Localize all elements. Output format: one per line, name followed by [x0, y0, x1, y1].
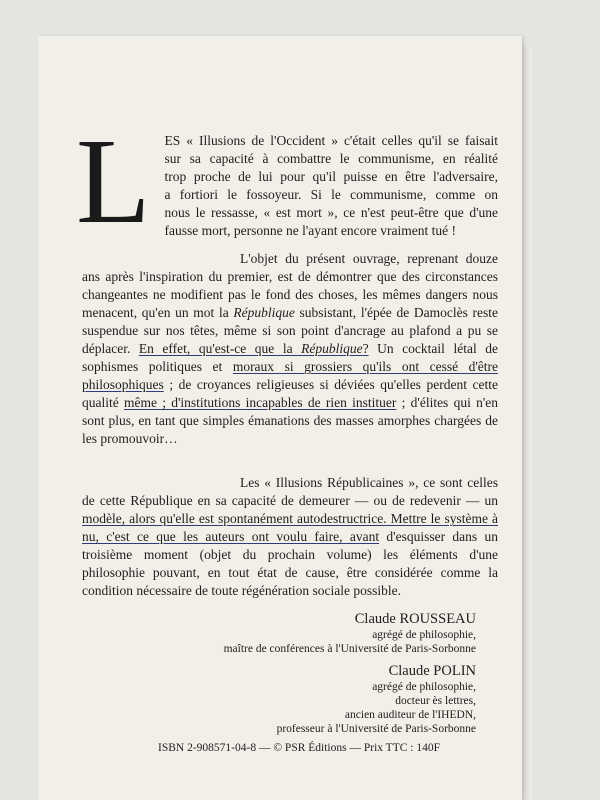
body-paragraph-2: [82, 250, 498, 448]
author-name: Claude ROUSSEAU: [354, 611, 476, 627]
author-title: agrégé de philosophie,: [372, 681, 476, 693]
text-run: Un cocktail létal de sophismes politiques et: [82, 341, 498, 374]
intro-line: fausse mort, personne ne l'ayant encore vraiment tué !: [164, 223, 456, 238]
book-spine-edge: [522, 44, 532, 800]
underlined-run: modèle, alors qu'elle est spontanément autodestructrice. Mettre le système à nu, c'est ce que les auteurs ont voulu faire, avant: [82, 511, 498, 544]
author-title: maître de conférences à l'Université de Paris-Sorbonne: [223, 643, 476, 655]
text-run: Les « Illusions Républicaines », ce sont celles de cette République en sa capacité de demeurer — ou de redevenir — un: [82, 475, 498, 508]
author-title: professeur à l'Université de Paris-Sorbonne: [276, 723, 476, 735]
text-run: ; d'élites qui n'en sont plus, en tant que simples émanations des masses amorphes chargées de les promouvoir…: [82, 395, 498, 446]
text-run: d'esquisser dans un troisième moment (objet du prochain volume) les éléments d'une philosophie pouvant, en tout état de cause, être considérée comme la condition nécessaire de toute régénération sociale possible.: [82, 529, 498, 598]
author-title: docteur ès lettres,: [395, 695, 476, 707]
intro-line: trop proche de lui pour qu'il puisse en être l'adversaire,: [164, 169, 498, 184]
intro-line: ES « Illusions de l'Occident » c'était celles qu'il se faisait: [164, 133, 498, 148]
text-run-italic: République: [301, 341, 363, 356]
isbn-line: ISBN 2-908571-04-8 — © PSR Éditions — Prix TTC : 140F: [158, 742, 440, 754]
author-title: agrégé de philosophie,: [372, 629, 476, 641]
text-run: L'objet du présent ouvrage, reprenant douze ans après l'inspiration du premier, est de démontrer que des circonstances changeantes ne modifient pas le fond des choses, les mêmes dangers nous menacent, qu'en un mot la: [82, 251, 498, 320]
author-name: Claude POLIN: [388, 663, 476, 679]
drop-cap: L: [76, 114, 151, 249]
underlined-run: [139, 341, 369, 356]
text-run: subsistant, l'épée de Damoclès reste suspendue sur nos têtes, même si son point d'ancrage au plafond a pu se déplacer.: [82, 305, 498, 356]
text-run-italic: République: [233, 305, 295, 320]
text-run: ; de croyances religieuses si déviées qu'elles perdent cette qualité: [82, 377, 498, 410]
body-paragraph-3: [82, 474, 498, 600]
underlined-run: moraux si grossiers qu'ils ont cessé d'être philosophiques: [82, 359, 498, 392]
underlined-run: même ; d'institutions incapables de rien instituer: [124, 395, 397, 410]
intro-line: a fortiori le fossoyeur. Si le communisme, comme on: [164, 187, 498, 202]
signature-rousseau: [224, 610, 476, 656]
signature-polin: [277, 662, 476, 736]
book-back-cover: [38, 36, 522, 800]
intro-line: nous le ressasse, « est mort », ce n'est peut-être que d'une: [164, 205, 498, 220]
author-title: ancien auditeur de l'IHEDN,: [344, 709, 476, 721]
text-run: ?: [362, 341, 369, 356]
intro-paragraph: [76, 114, 498, 249]
text-run: En effet, qu'est-ce que la: [138, 341, 302, 356]
intro-line: sur sa capacité à combattre le communisme, en réalité: [164, 151, 498, 166]
